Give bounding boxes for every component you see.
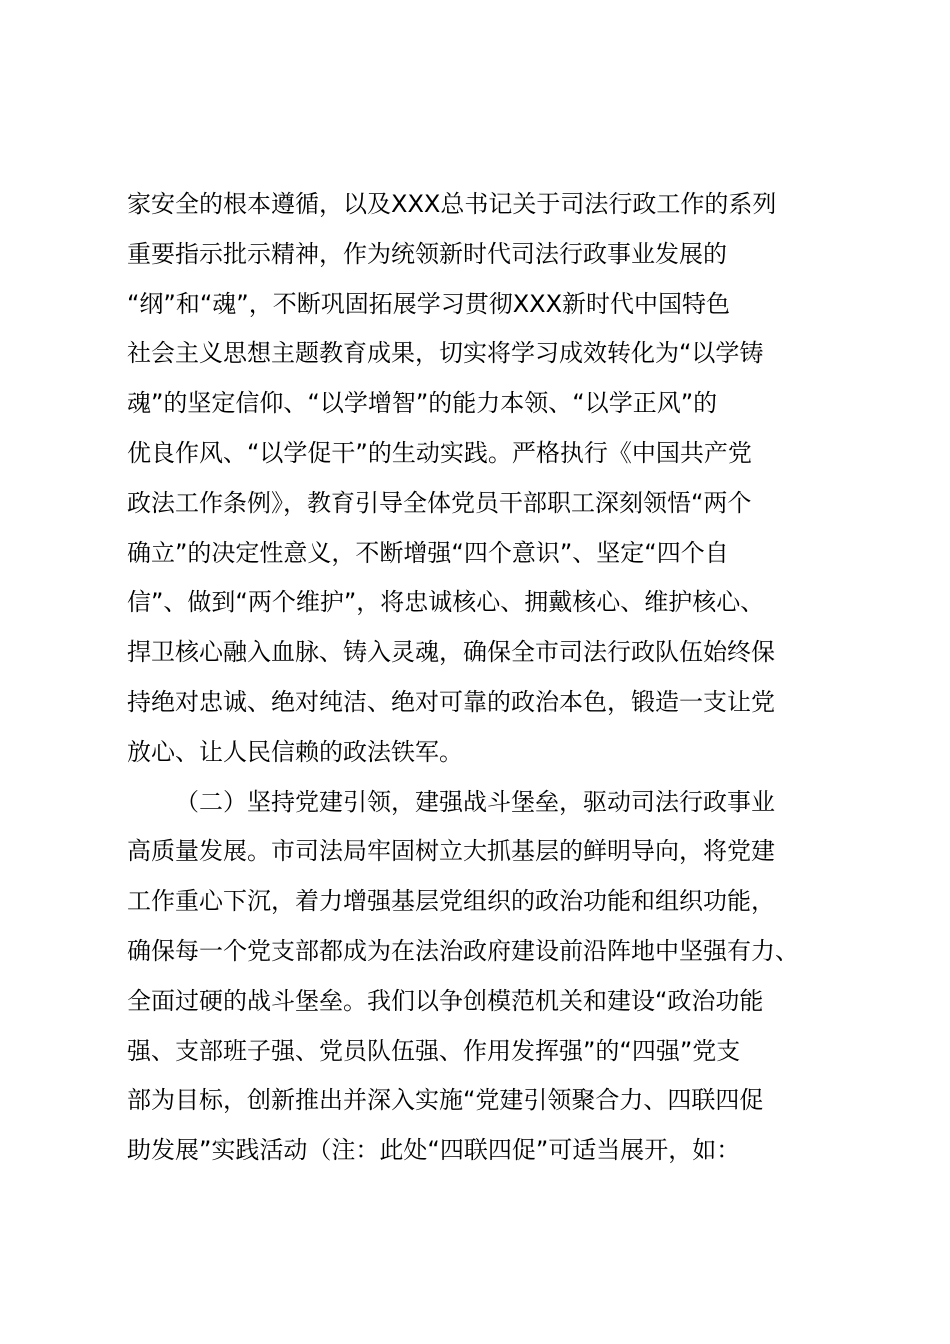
text-line: 部为目标，创新推出并深入实施“党建引领聚合力、四联四促 [127, 1086, 764, 1115]
text-line: 魂”的坚定信仰、“以学增智”的能力本领、“以学正风”的 [127, 389, 718, 418]
text-line: 助发展”实践活动（注：此处“四联四促”可适当展开，如： [127, 1136, 741, 1165]
text-line: 持绝对忠诚、绝对纯洁、绝对可靠的政治本色，锻造一支让党 [127, 687, 775, 716]
text-line: 政法工作条例》，教育引导全体党员干部职工深刻领悟“两个 [127, 488, 752, 517]
body-text [127, 180, 839, 1176]
text-line: 家安全的根本遵循，以及XXX总书记关于司法行政工作的系列 [127, 190, 777, 218]
text-line: 捍卫核心融入血脉、铸入灵魂，确保全市司法行政队伍始终保 [127, 638, 775, 667]
text-line: 强、支部班子强、党员队伍强、作用发挥强”的“四强”党支 [127, 1036, 741, 1065]
text-line: 信”、做到“两个维护”，将忠诚核心、拥戴核心、维护核心、 [127, 588, 765, 617]
text-line: 确保每一个党支部都成为在法治政府建设前沿阵地中坚强有力、 [127, 936, 799, 965]
text-line: 确立”的决定性意义，不断增强“四个意识”、坚定“四个自 [127, 538, 729, 567]
text-line: 优良作风、“以学促干”的生动实践。严格执行《中国共产党 [127, 438, 752, 467]
text-line: 重要指示批示精神，作为统领新时代司法行政事业发展的 [127, 239, 727, 268]
text-line: 全面过硬的战斗堡垒。我们以争创模范机关和建设“政治功能 [127, 986, 764, 1015]
text-line: 工作重心下沉，着力增强基层党组织的政治功能和组织功能， [127, 887, 775, 916]
text-line: 放心、让人民信赖的政法铁军。 [127, 737, 463, 766]
text-line: 高质量发展。市司法局牢固树立大抓基层的鲜明导向，将党建 [127, 837, 775, 866]
text-line: 社会主义思想主题教育成果，切实将学习成效转化为“以学铸 [127, 339, 764, 368]
section-heading-line: （二）坚持党建引领，建强战斗堡垒，驱动司法行政事业 [175, 787, 775, 816]
text-line: “纲”和“魂”，不断巩固拓展学习贯彻XXX新时代中国特色 [127, 289, 731, 318]
